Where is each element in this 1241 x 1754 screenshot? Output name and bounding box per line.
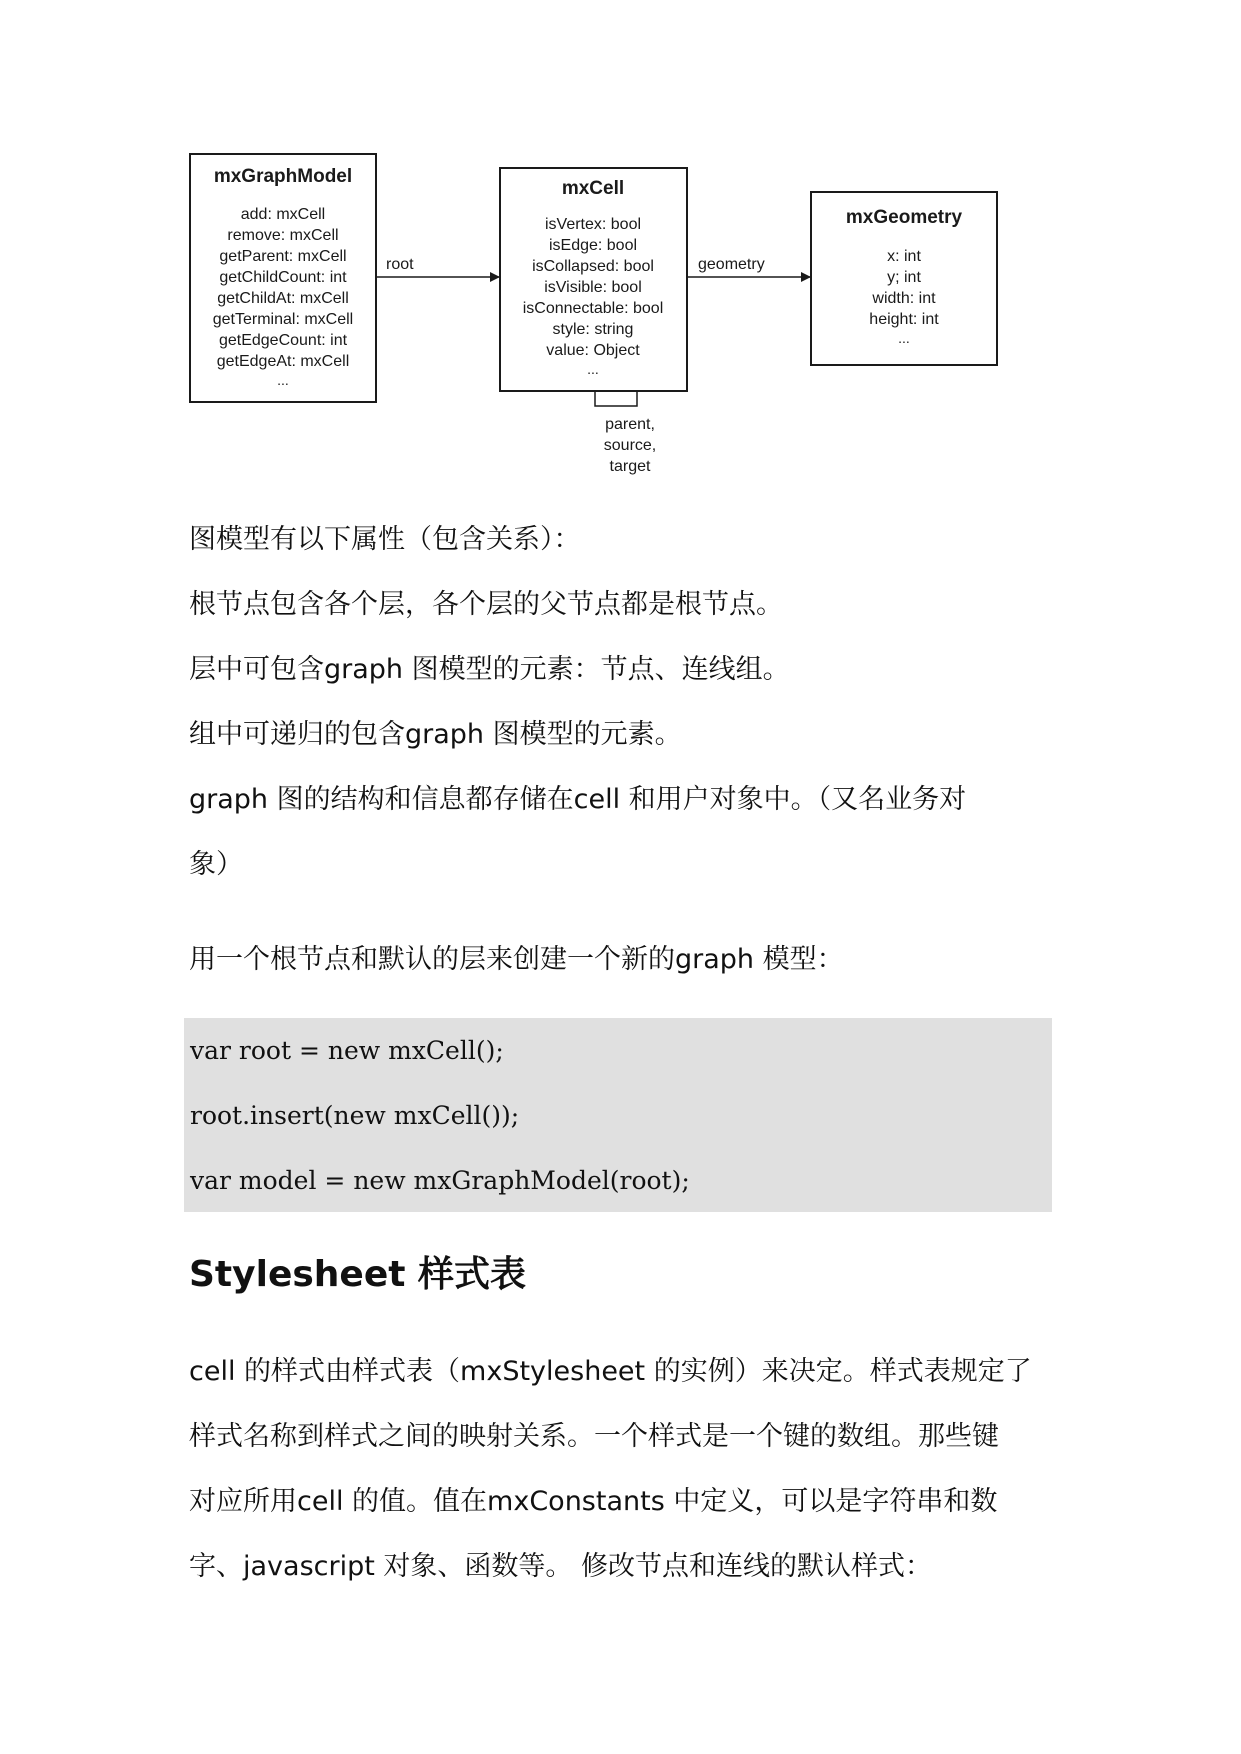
code-line: var root = new mxCell(); (190, 1036, 504, 1065)
cell-line: style: string (552, 321, 634, 338)
root-edge-label: root (386, 256, 414, 273)
geometry-edge (687, 256, 810, 277)
model-line: getEdgeCount: int (218, 332, 348, 349)
self-loop-label: parent, (605, 416, 655, 433)
paragraph-stylesheet-cont: 对应所用cell 的值。值在mxConstants 中定义，可以是字符串和数 (189, 1486, 998, 1517)
cell-line: isVisible: bool (544, 279, 642, 296)
model-line: getEdgeAt: mxCell (216, 353, 350, 370)
code-line: root.insert(new mxCell()); (190, 1101, 520, 1130)
geometry-line: x: int (887, 248, 921, 265)
mxgeometry-title: mxGeometry (845, 207, 963, 228)
mxgraphmodel-box (190, 154, 376, 402)
paragraph-model-properties: 图模型有以下属性（包含关系）： (189, 524, 581, 555)
cell-line: isConnectable: bool (522, 300, 664, 317)
cell-line: value: Object (546, 342, 640, 359)
geometry-line: height: int (869, 311, 939, 328)
geometry-line: width: int (872, 290, 936, 307)
paragraph-group-recursion: 组中可递归的包含graph 图模型的元素。 (189, 719, 682, 750)
model-line: getTerminal: mxCell (212, 311, 354, 328)
cell-line: isCollapsed: bool (532, 258, 654, 275)
paragraph-cell-storage-cont: 象） (189, 849, 243, 880)
mxcell-title: mxCell (561, 178, 625, 199)
geometry-line: ... (898, 330, 910, 346)
paragraph-create-model: 用一个根节点和默认的层来创建一个新的graph 模型： (189, 944, 844, 975)
cell-line: isEdge: bool (548, 237, 638, 254)
code-line: var model = new mxGraphModel(root); (190, 1166, 690, 1195)
self-loop-edge (595, 391, 656, 475)
geometry-edge-label: geometry (698, 256, 765, 273)
mxcell-box (500, 168, 687, 391)
paragraph-cell-storage: graph 图的结构和信息都存储在cell 和用户对象中。（又名业务对 (189, 784, 967, 815)
model-line: getChildCount: int (219, 269, 347, 286)
self-loop-label: source, (603, 437, 657, 454)
self-loop-label: target (609, 458, 651, 475)
cell-line: isVertex: bool (544, 216, 642, 233)
paragraph-stylesheet-cont: 字、javascript 对象、函数等。 修改节点和连线的默认样式： (189, 1551, 932, 1582)
model-line: ... (277, 372, 289, 388)
model-line: getParent: mxCell (219, 248, 347, 265)
code-block (184, 1018, 1052, 1212)
root-edge (376, 256, 499, 277)
section-heading-stylesheet: Stylesheet 样式表 (189, 1254, 526, 1295)
class-diagram (0, 0, 1241, 500)
paragraph-stylesheet: cell 的样式由样式表（mxStylesheet 的实例）来决定。样式表规定了 (189, 1356, 1032, 1387)
model-line: getChildAt: mxCell (217, 290, 349, 307)
paragraph-stylesheet-cont: 样式名称到样式之间的映射关系。一个样式是一个键的数组。那些键 (189, 1421, 999, 1452)
cell-line: ... (587, 361, 599, 377)
paragraph-root-layers: 根节点包含各个层，各个层的父节点都是根节点。 (189, 589, 783, 620)
model-line: add: mxCell (240, 206, 326, 223)
geometry-line: y; int (887, 269, 921, 286)
mxgraphmodel-title: mxGraphModel (213, 166, 353, 187)
paragraph-layer-contents: 层中可包含graph 图模型的元素：节点、连线组。 (189, 654, 790, 685)
mxgeometry-box (811, 192, 997, 365)
model-line: remove: mxCell (227, 227, 339, 244)
